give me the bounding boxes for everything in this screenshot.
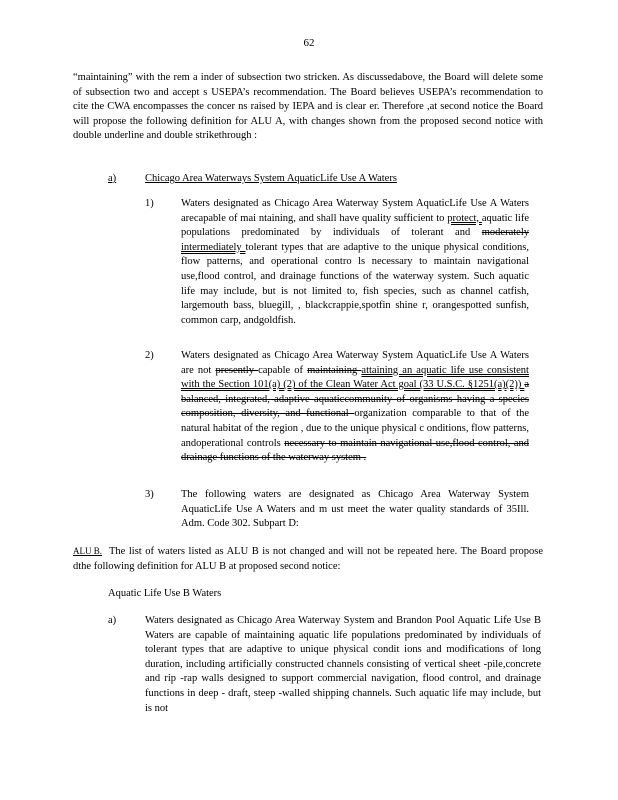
item-3-text: The following waters are designated as Chicago Area Waterway System AquaticLife Use A Waters and m ust meet the water quality standards of 35Ill. Adm. Code 302. Subpart D: bbox=[181, 489, 529, 530]
item-1-text bbox=[181, 197, 529, 328]
section-a-label: a) bbox=[108, 173, 117, 184]
alu-b-indent bbox=[73, 544, 109, 560]
section-a-title: Chicago Area Waterways System AquaticLife Use A Waters bbox=[145, 173, 397, 184]
item-1-part6: tolerant types that are adaptive to the unique physical conditions, flow patterns, and operational contro ls necessary to maintain navigational use,flood control, and drainage functions of the waterway system. Such aquatic life may include, but is not limited to, fish species, such as channel catfish, largemouth bass, bluegill, , blackcrappie,spotfin shine r, orangespotted sunfish, common carp, andgoldfish. bbox=[181, 241, 529, 326]
item-2-deleted-presently: presently bbox=[215, 364, 259, 376]
item-3-number: 3) bbox=[145, 489, 154, 500]
intro-paragraph: “maintaining” with the rem a inder of subsection two stricken. As discussedabove, the Board will delete some of subsection two and accept s USEPA’s recommendation. The Board believes USEPA’s recommendation to cite the CWA encompasses the concer ns raised by IEPA and is clear er. Therefore ,at second notice the Board will propose the following definition for ALU A, with changes shown from the proposed second notice with double underline and double strikethrough : bbox=[73, 72, 543, 142]
alu-b-tag: ALU B. bbox=[73, 546, 102, 556]
item-1-number: 1) bbox=[145, 198, 154, 209]
item-1-inserted-intermediately: intermediately bbox=[181, 241, 246, 253]
alu-b-text: The list of waters listed as ALU B is not changed and will not be repeated here. The Board propose dthe following definition for ALU B at proposed second notice: bbox=[73, 546, 543, 572]
section-b-item-number: a) bbox=[108, 615, 117, 626]
item-1-part1: Waters designated as Chicago Area Waterway System AquaticLife Use A Waters arecapable of mai ntaining, and shall have quality sufficient to bbox=[181, 198, 529, 224]
item-2-deleted-necessary: necessary to maintain navigational use,flood control, and drainage functions of the waterway system . bbox=[181, 437, 530, 464]
item-2-part1: Waters designated as Chicago Area Waterway System AquaticLife Use A Waters are not bbox=[181, 350, 529, 376]
item-2-part7: organization comparable to that of the natural habitat of the region , due to the unique physical c onditions, flow patterns, andoperational controls bbox=[181, 408, 529, 449]
alu-b-paragraph bbox=[73, 544, 543, 574]
page-number: 62 bbox=[303, 37, 315, 49]
item-2-text bbox=[181, 349, 529, 466]
item-2-inserted-attaining: attaining an aquatic life use consistent with the Section 101(a) (2) of the Clean Water Act goal (33 U.S.C. §1251(a)(2)) bbox=[181, 364, 529, 391]
item-1-part3: aquatic life populations predominated by individuals of tolerant and bbox=[181, 212, 530, 239]
item-2-deleted-maintaining: maintaining bbox=[307, 364, 362, 376]
section-b-heading: Aquatic Life Use B Waters bbox=[108, 588, 222, 599]
item-2-number: 2) bbox=[145, 350, 154, 361]
item-2-deleted-balanced: a balanced, integrated, adaptive aquaticcommunity of organisms having a species composition, diversity, and functional bbox=[181, 379, 529, 420]
item-1-inserted-protect: protect, bbox=[447, 212, 482, 224]
item-1-deleted-moderately: moderately bbox=[481, 227, 529, 239]
section-b-item-text: Waters designated as Chicago Area Waterway System and Brandon Pool Aquatic Life Use B Waters are capable of maintaining aquatic life populations predominated by individuals of tolerant types that are adaptive to unique physical condit ions and modifications of long duration, including artificially constructed channels consisting of vertical sheet -pile,concrete and rip -rap walls designed to support commercial navigation, flood control, and drainage functions in deep - draft, steep -walled shipping channels. Such aquatic life may include, but is not bbox=[145, 615, 541, 714]
item-2-part3: capable of bbox=[258, 364, 308, 376]
